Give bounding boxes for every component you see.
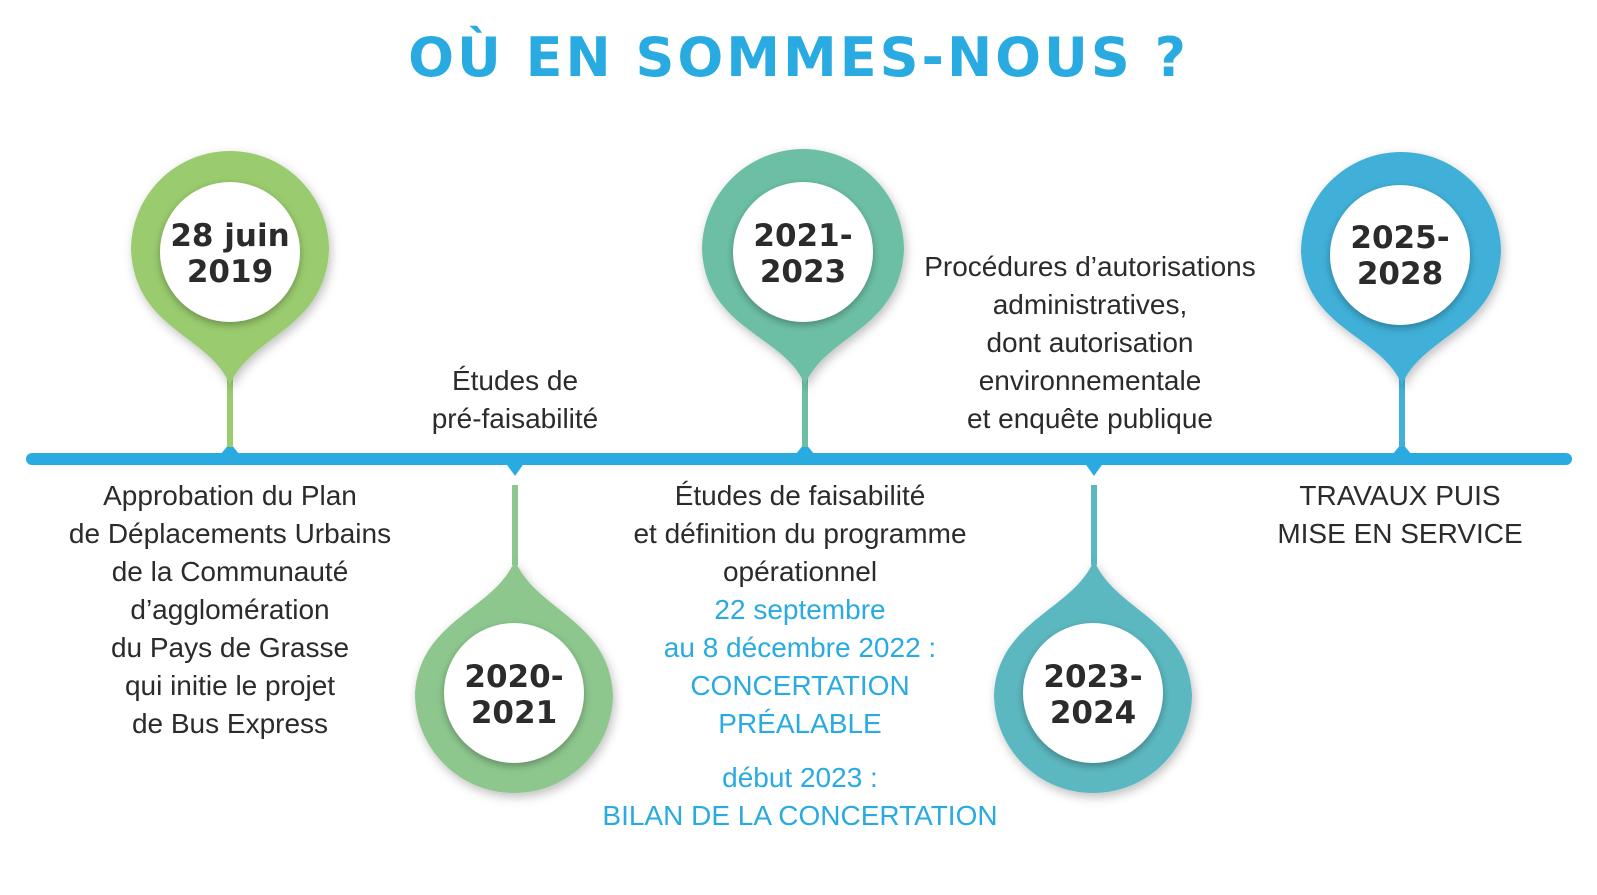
timeline-marker-4 xyxy=(1084,462,1104,476)
milestone-date-2: 2020- 2021 xyxy=(464,659,564,731)
concertation-bilan: début 2023 : BILAN DE LA CONCERTATION xyxy=(602,762,998,831)
milestone-description-1: Approbation du Plan de Déplacements Urbains de la Communauté d’agglomération du Pays de Grasse qui initie le projet de Bus Express xyxy=(68,480,392,739)
milestone-date-3: 2021- 2023 xyxy=(753,218,853,290)
milestone-description-2: Études de pré-faisabilité xyxy=(431,365,599,434)
milestone-date-5: 2025- 2028 xyxy=(1350,220,1450,292)
milestone-date-1: 28 juin 2019 xyxy=(170,218,290,290)
pin-stem-4 xyxy=(1091,485,1097,565)
timeline-marker-2 xyxy=(505,462,525,476)
page-title: OÙ EN SOMMES-NOUS ? xyxy=(408,26,1189,89)
concertation-period: 22 septembre au 8 décembre 2022 : CONCERTATION PRÉALABLE xyxy=(663,594,937,739)
milestone-description-3: Études de faisabilité et définition du programme opérationnel xyxy=(633,480,967,587)
milestone-date-4: 2023- 2024 xyxy=(1043,659,1143,731)
milestone-description-5: TRAVAUX PUIS MISE EN SERVICE xyxy=(1277,480,1523,549)
milestone-description-4: Procédures d’autorisations administratives, dont autorisation environnementale et enquête publique xyxy=(924,251,1256,434)
pin-stem-2 xyxy=(512,485,518,565)
